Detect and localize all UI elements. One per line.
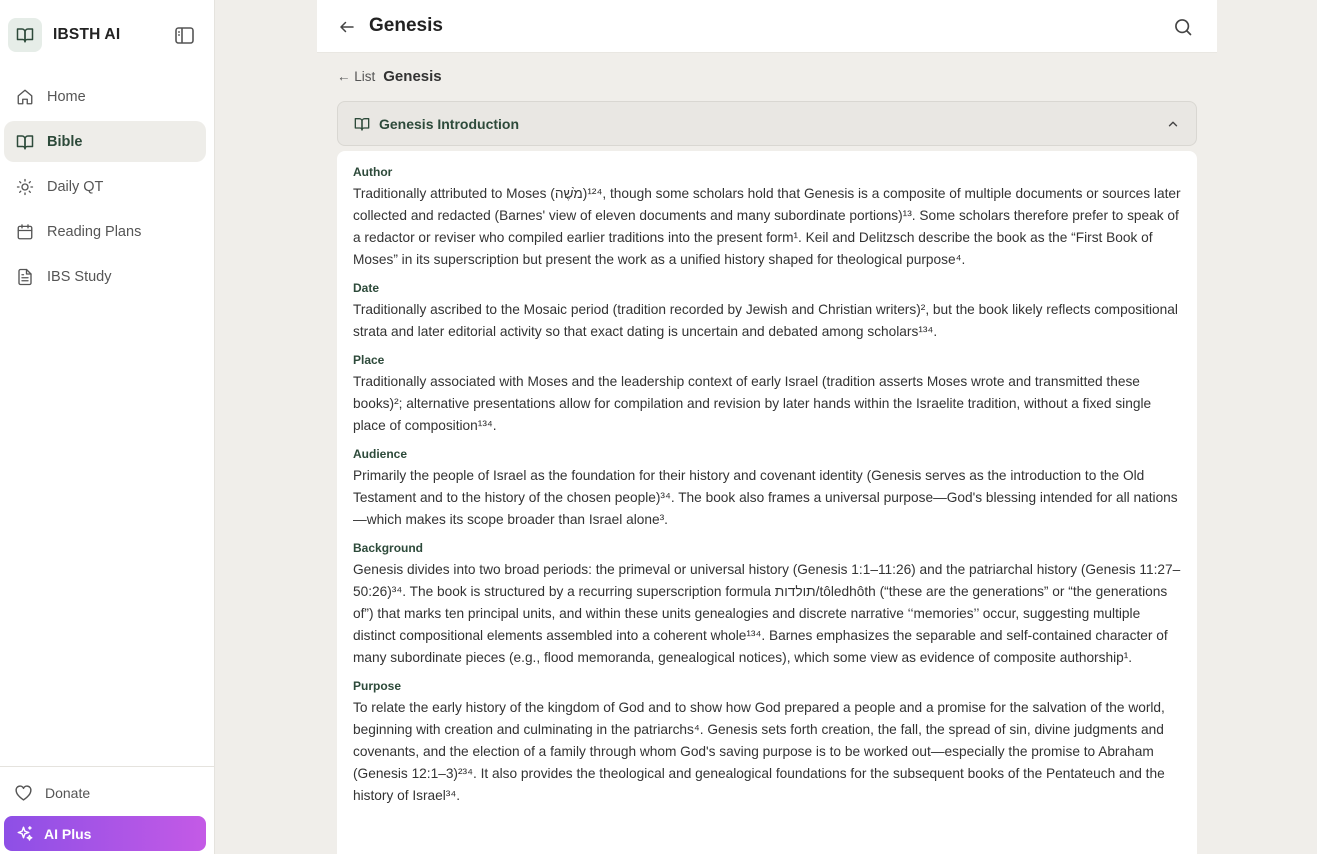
- book-logo-icon: [8, 18, 42, 52]
- section-label: Date: [353, 281, 380, 295]
- calendar-icon: [16, 223, 34, 241]
- book-icon: [16, 133, 34, 151]
- back-arrow-icon[interactable]: [337, 17, 357, 37]
- app-name: IBSTH AI: [53, 26, 121, 43]
- section-label: Background: [353, 541, 424, 555]
- breadcrumb: [337, 68, 442, 85]
- section-text: To relate the early history of the kingdom of God and to show how God prepared a people and a promise for the salvation of the world, beginning with creation and culminating in the patriarchs⁴. Genesis sets forth creation, the fall, the spread of sin, divine judgments and covenants, and the election of a family through whom God's saving purpose is to be worked out—especially the promise to Abraham (Genesis 12:1–3)²³⁴. It also provides the theological and genealogical foundations for the subsequent books of the Pentateuch and the history of Israel³⁴.: [353, 700, 1165, 803]
- breadcrumb-title: Genesis: [383, 68, 442, 85]
- background-section: [353, 541, 1181, 669]
- sidebar-item-bible[interactable]: [4, 121, 206, 162]
- heart-icon: [14, 784, 33, 801]
- author-section: [353, 165, 1181, 271]
- section-label: Author: [353, 165, 393, 179]
- sidebar-item-ibs-study[interactable]: [4, 256, 206, 297]
- sidebar-item-home[interactable]: [4, 76, 206, 117]
- purpose-section: [353, 679, 1181, 807]
- section-label: Purpose: [353, 679, 402, 693]
- ai-plus-label: AI Plus: [44, 825, 92, 842]
- sidebar-nav: [4, 76, 206, 301]
- donate-link[interactable]: [14, 784, 90, 801]
- book-icon: [354, 116, 370, 132]
- back-to-list-link[interactable]: ← List: [337, 69, 376, 84]
- section-text: Traditionally associated with Moses and the leadership context of early Israel (tradition asserts Moses wrote and transmitted these books)²; alternative presentations allow for compilation and revision by later hands within the Israelite tradition, without a fixed single place of composition¹³⁴.: [353, 374, 1152, 433]
- chevron-up-icon[interactable]: [1166, 117, 1180, 131]
- sidebar-item-reading-plans[interactable]: [4, 211, 206, 252]
- sidebar-item-label: IBS Study: [47, 268, 112, 285]
- sidebar-item-label: Reading Plans: [47, 223, 142, 240]
- document-icon: [16, 268, 34, 286]
- sidebar-item-label: Home: [47, 88, 86, 105]
- section-text: Traditionally ascribed to the Mosaic period (tradition recorded by Jewish and Christian writers)², but the book likely reflects compositional strata and later editorial activity so that exact dating is uncertain and debated among scholars¹³⁴.: [353, 302, 1178, 339]
- section-label: Place: [353, 353, 385, 367]
- home-icon: [16, 88, 34, 106]
- sidebar: [0, 0, 215, 854]
- sidebar-footer: [0, 766, 214, 854]
- section-text: Genesis divides into two broad periods: the primeval or universal history (Genesis 1:1–11:26) and the patriarchal history (Genesis 11:27–50:26)³⁴. The book is structured by a recurring superscription formula תולדות/tôledhôth (“these are the generations” or “the generations of”) that marks ten principal units, and within these units genealogies and discrete narrative ‘‘memories’’ occur, suggesting multiple distinct compositional elements assembled into a coherent whole¹³⁴. Barnes emphasizes the separable and self-contained character of many subordinate pieces (e.g., flood memoranda, genealogical notices), which some view as evidence of composite authorship¹.: [353, 562, 1181, 665]
- sidebar-toggle-icon[interactable]: [174, 26, 194, 44]
- sparkles-icon: [16, 825, 34, 843]
- date-section: [353, 281, 1181, 343]
- introduction-content: [337, 151, 1197, 854]
- sidebar-item-daily-qt[interactable]: [4, 166, 206, 207]
- accordion-title: Genesis Introduction: [379, 115, 520, 132]
- section-text: Primarily the people of Israel as the foundation for their history and covenant identity (Genesis serves as the introduction to the Old Testament and to the history of the chosen people)³⁴. The book also frames a universal purpose—God's blessing intended for all nations—which makes its scope broader than Israel alone³.: [353, 468, 1178, 527]
- ai-plus-button[interactable]: [4, 816, 206, 851]
- search-icon[interactable]: [1173, 17, 1193, 37]
- section-text: Traditionally attributed to Moses (מֹשֶׁה)¹²⁴, though some scholars hold that Genesis is a composite of multiple documents or sources later collected and redacted (Barnes' view of eleven documents and many subordinate portions)¹³. Some scholars therefore prefer to speak of a redactor or reviser who compiled earlier traditions into the present form¹. Keil and Delitzsch describe the book as the “First Book of Moses” in its superscription but present the work as a unified history shaped for theological purpose⁴.: [353, 186, 1181, 267]
- top-bar: [317, 0, 1217, 53]
- place-section: [353, 353, 1181, 437]
- sidebar-item-label: Daily QT: [47, 178, 104, 195]
- section-label: Audience: [353, 447, 408, 461]
- introduction-accordion-header[interactable]: [337, 101, 1197, 146]
- audience-section: [353, 447, 1181, 531]
- page-title: Genesis: [369, 15, 443, 36]
- sun-icon: [16, 178, 34, 196]
- donate-label: Donate: [45, 784, 91, 801]
- sidebar-item-label: Bible: [47, 133, 83, 150]
